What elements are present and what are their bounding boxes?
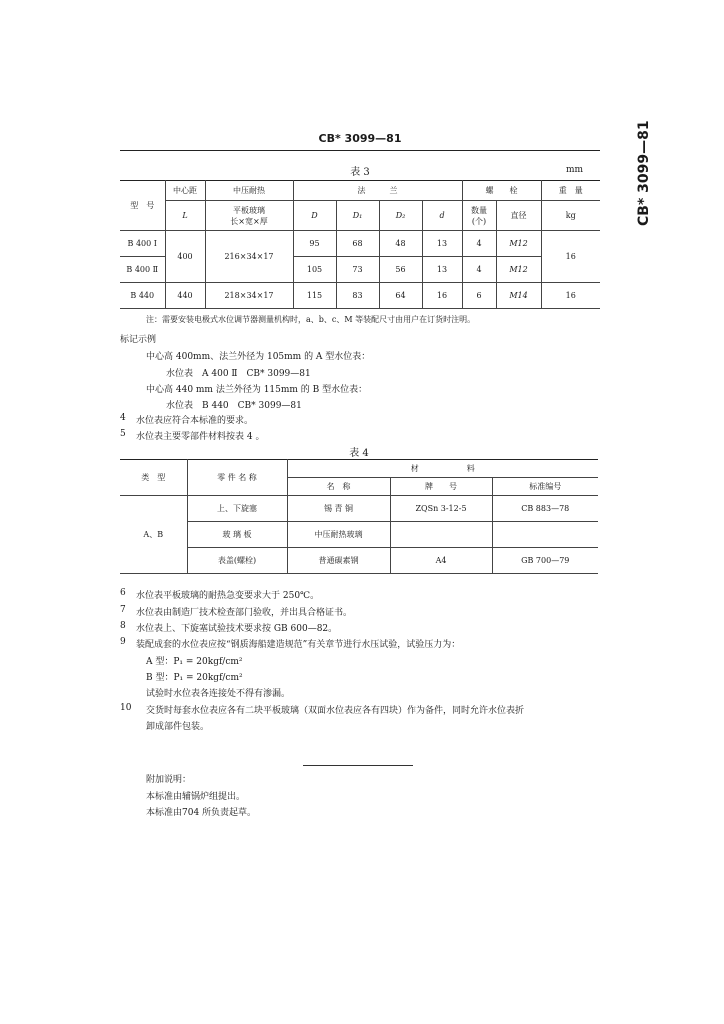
item-subline: A 型：P₁ = 20kgf/cm² [146, 657, 243, 667]
th-dia: 直径 [496, 201, 541, 231]
item-number: 9 [120, 637, 126, 647]
item-text: 水位表由制造厂技术检查部门验收，并出具合格证书。 [136, 608, 353, 618]
th-model: 型 号 [120, 181, 165, 231]
th-qty: 数量 (个) [462, 201, 496, 231]
item-subline: B 型：P₁ = 20kgf/cm² [146, 673, 243, 683]
item-number: 6 [120, 588, 126, 598]
marking-line: 中心高 440 mm 法兰外径为 115mm 的 B 型水位表： [146, 385, 368, 395]
th-std: 标准编号 [492, 478, 598, 496]
table-row: 玻 璃 板 中压耐热玻璃 [120, 522, 598, 548]
item-text: 水位表上、下旋塞试验技术要求按 GB 600—82。 [136, 624, 338, 634]
th-part: 零 件 名 称 [187, 460, 287, 496]
item-number: 5 [120, 429, 126, 439]
th-center-sub: L [165, 201, 205, 231]
th-name: 名 称 [287, 478, 390, 496]
item-text: 水位表平板玻璃的耐热急变要求大于 250℃。 [136, 591, 320, 601]
th-D1: D₁ [336, 201, 379, 231]
side-standard-code: CB* 3099—81 [636, 120, 652, 226]
th-grade: 牌 号 [390, 478, 492, 496]
table3 [120, 180, 600, 309]
th-d: d [422, 201, 462, 231]
th-glass-sub: 平板玻璃 长×宽×厚 [205, 201, 293, 231]
item-text: 水位表主要零部件材料按表 4 。 [136, 432, 265, 442]
th-glass: 中压耐热 [205, 181, 293, 201]
table-row: 表盖(螺栓) 普通碳素钢 A4 GB 700—79 [120, 548, 598, 574]
marking-line: 中心高 400mm、法兰外径为 105mm 的 A 型水位表： [146, 352, 371, 362]
appendix-line: 本标准由辅锅炉组提出。 [146, 792, 246, 802]
item-number: 8 [120, 621, 126, 631]
header-rule [120, 150, 600, 151]
th-type: 类 型 [120, 460, 187, 496]
table3-unit: mm [566, 165, 584, 175]
appendix-title: 附加说明： [146, 775, 192, 785]
item-subline: 试验时水位表各连接处不得有渗漏。 [146, 689, 291, 699]
table-row: A、B 上、下旋塞 锡 青 铜 ZQSn 3-12-5 CB 883—78 [120, 496, 598, 522]
item-number: 4 [120, 413, 126, 423]
appendix-line: 本标准由704 所负责起草。 [146, 808, 257, 818]
th-flange: 法 兰 [293, 181, 462, 201]
page-header-code: CB* 3099—81 [318, 132, 402, 145]
th-weight: 重 量 [541, 181, 600, 201]
item-text: 交货时每套水位表应各有二块平板玻璃（双面水位表应各有四块）作为备件，同时允许水位表折 [146, 706, 525, 716]
table3-note: 注：需要安装电极式水位调节器测量机构时，a、b、c、M 等装配尺寸由用户在订货时注明。 [146, 315, 476, 324]
table-row: B 440 440 218×34×17 115 83 64 16 6 M14 16 [120, 283, 600, 309]
item-text: 装配成套的水位表应按“钢质海船建造规范”有关章节进行水压试验，试验压力为： [136, 640, 461, 650]
th-bolt: 螺 栓 [462, 181, 541, 201]
table4 [120, 459, 598, 574]
table3-caption: 表 3 [350, 167, 370, 178]
th-center: 中心距 [165, 181, 205, 201]
table-row: B 400 Ⅱ 105 73 56 13 4 M12 [120, 257, 600, 283]
separator-rule [303, 765, 413, 766]
marking-line: 水位表 B 440 CB* 3099—81 [166, 401, 302, 411]
th-D2: D₂ [379, 201, 422, 231]
item-subline: 卸成部件包装。 [146, 722, 210, 732]
item-text: 水位表应符合本标准的要求。 [136, 416, 254, 426]
item-number: 10 [120, 703, 132, 713]
item-number: 7 [120, 605, 126, 615]
marking-title: 标记示例 [120, 335, 157, 345]
th-material: 材 料 [287, 460, 598, 478]
th-weight-unit: kg [541, 201, 600, 231]
table-row: B 400 Ⅰ 400 216×34×17 95 68 48 13 4 M12 16 [120, 231, 600, 257]
th-D: D [293, 201, 336, 231]
table4-caption: 表 4 [349, 448, 369, 459]
marking-line: 水位表 A 400 Ⅱ CB* 3099—81 [166, 369, 311, 379]
